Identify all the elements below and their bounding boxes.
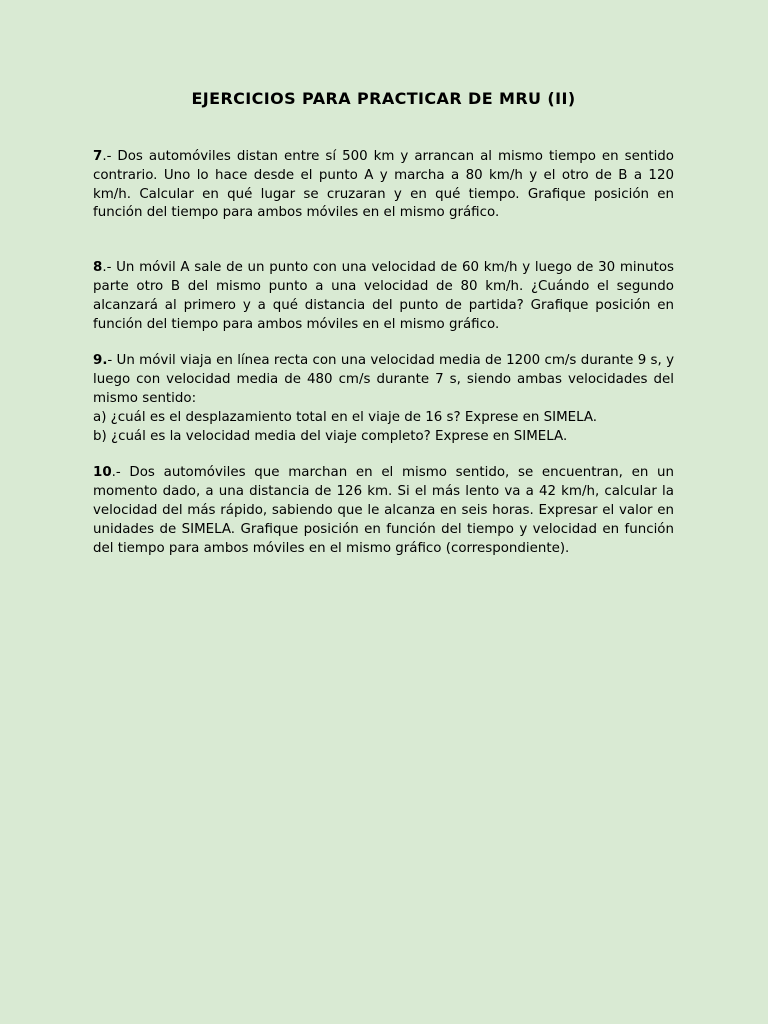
exercise-9 <box>93 352 674 446</box>
page-title: EJERCICIOS PARA PRACTICAR DE MRU (II) <box>191 89 576 108</box>
exercise-10-number: 10 <box>93 465 112 481</box>
exercise-7 <box>93 148 674 223</box>
exercise-7-text: .- Dos automóviles distan entre sí 500 km y arrancan al mismo tiempo en sentido contrario. Uno lo hace desde el punto A y marcha a 80 km/h y el otro de B a 120 km/h. Calcular en qué lugar se cruzaran y en qué tiempo. Grafique posición en función del tiempo para ambos móviles en el mismo gráfico. <box>93 149 674 221</box>
exercise-8-text: .- Un móvil A sale de un punto con una velocidad de 60 km/h y luego de 30 minutos parte otro B del mismo punto a una velocidad de 80 km/h. ¿Cuándo el segundo alcanzará al primero y a qué distancia del punto de partida? Grafique posición en función del tiempo para ambos móviles en el mismo gráfico. <box>93 260 674 332</box>
exercise-7-number: 7 <box>93 149 103 164</box>
exercise-8 <box>93 259 674 334</box>
exercise-10 <box>93 464 674 558</box>
exercise-9-number: 9. <box>93 353 108 369</box>
exercise-8-number: 8 <box>93 260 103 276</box>
exercise-9-text: - Un móvil viaja en línea recta con una velocidad media de 1200 cm/s durante 9 s, y luego con velocidad media de 480 cm/s durante 7 s, siendo ambas velocidades del mismo sentido: <box>93 353 674 406</box>
document-page <box>93 88 674 558</box>
exercise-9-item-a: a) ¿cuál es el desplazamiento total en el viaje de 16 s? Exprese en SIMELA. <box>93 409 598 425</box>
exercise-10-text: .- Dos automóviles que marchan en el mismo sentido, se encuentran, en un momento dado, a una distancia de 126 km. Si el más lento va a 42 km/h, calcular la velocidad del más rápido, sabiendo que le alcanza en seis horas. Expresar el valor en unidades de SIMELA. Grafique posición en función del tiempo y velocidad en función del tiempo para ambos móviles en el mismo gráfico (correspondiente). <box>93 465 674 556</box>
exercise-9-item-b: b) ¿cuál es la velocidad media del viaje completo? Exprese en SIMELA. <box>93 428 568 444</box>
